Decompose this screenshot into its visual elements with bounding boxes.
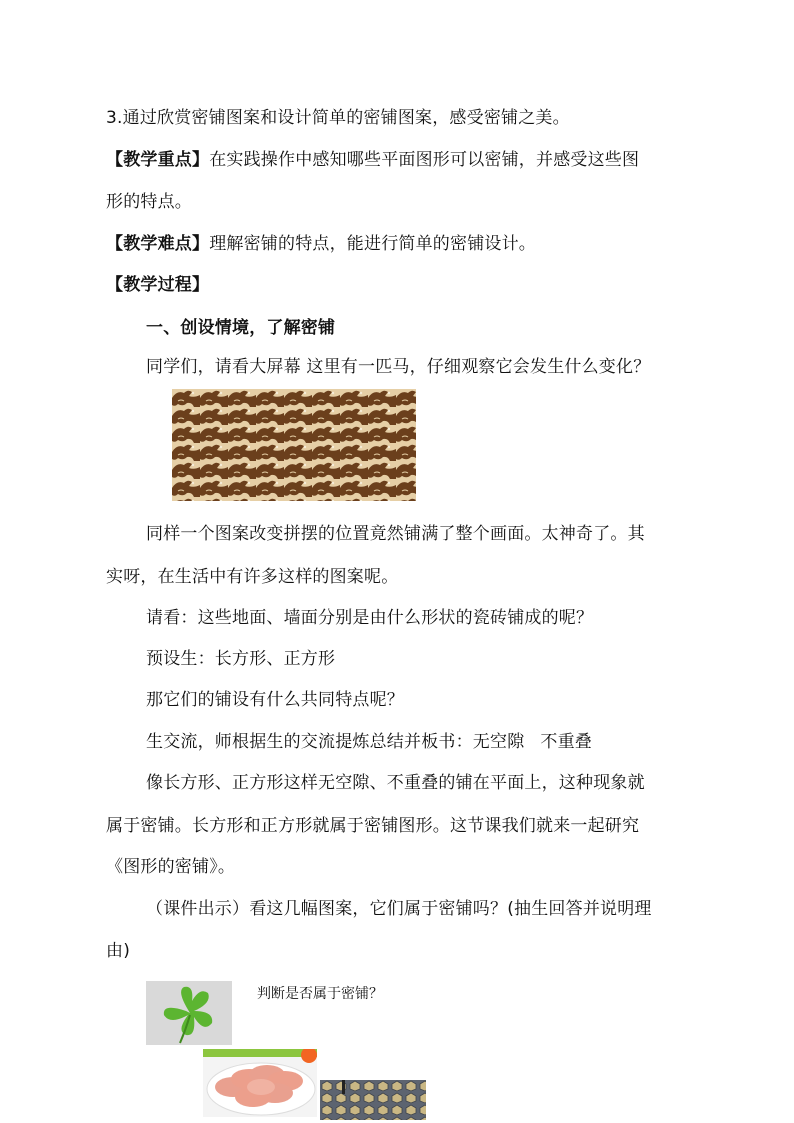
paragraph-2b: 实呀，在生活中有许多这样的图案呢。 <box>106 567 399 587</box>
judge-caption: 判断是否属于密铺？ <box>257 986 383 1002</box>
clover-image <box>146 981 232 1045</box>
paragraph-7c: 《图形的密铺》。 <box>106 857 236 877</box>
key-point-text-cont: 形的特点。 <box>106 192 192 212</box>
floor-tiles-image <box>320 1080 426 1120</box>
paragraph-8a: （课件出示）看这几幅图案，它们属于密铺吗？(抽生回答并说明理 <box>146 899 652 919</box>
key-point-text: 在实践操作中感知哪些平面图形可以密铺，并感受这些图 <box>209 150 640 170</box>
paragraph-1: 同学们，请看大屏幕 这里有一匹马，仔细观察它会发生什么变化？ <box>146 357 651 377</box>
ham-slices-image <box>203 1049 317 1117</box>
key-point-label: 【教学重点】 <box>106 150 210 170</box>
paragraph-5: 那它们的铺设有什么共同特点呢？ <box>146 690 404 710</box>
paragraph-2a: 同样一个图案改变拼摆的位置竟然铺满了整个画面。太神奇了。其 <box>146 524 645 544</box>
section-1-heading: 一、创设情境，了解密铺 <box>146 318 336 338</box>
paragraph-3: 请看：这些地面、墙面分别是由什么形状的瓷砖铺成的呢？ <box>146 608 594 628</box>
difficulty-text: 理解密铺的特点，能进行简单的密铺设计。 <box>209 234 537 254</box>
paragraph-8b: 由) <box>106 941 131 961</box>
horse-tessellation-image <box>172 389 416 501</box>
process-heading: 【教学过程】 <box>106 275 210 295</box>
goal-3: 3.通过欣赏密铺图案和设计简单的密铺图案，感受密铺之美。 <box>106 108 570 128</box>
difficulty-line <box>106 233 536 255</box>
difficulty-label: 【教学难点】 <box>106 234 210 254</box>
paragraph-6-main: 生交流，师根据生的交流提炼总结并板书：无空隙 <box>146 732 525 752</box>
paragraph-7b: 属于密铺。长方形和正方形就属于密铺图形。这节课我们就来一起研究 <box>106 816 640 836</box>
key-point-line <box>106 149 639 171</box>
paragraph-6 <box>146 731 592 753</box>
paragraph-4: 预设生：长方形、正方形 <box>146 649 336 669</box>
paragraph-6-no-overlap: 不重叠 <box>540 732 593 752</box>
paragraph-7a: 像长方形、正方形这样无空隙、不重叠的铺在平面上，这种现象就 <box>146 773 645 793</box>
